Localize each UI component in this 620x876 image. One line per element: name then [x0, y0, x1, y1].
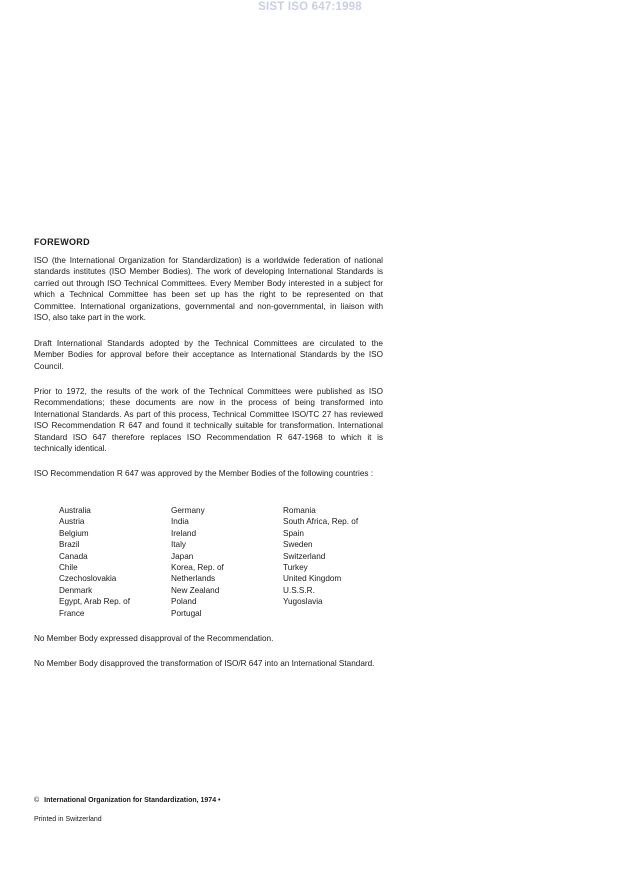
country-item: Czechoslovakia: [59, 574, 117, 584]
paragraph-approval: ISO Recommendation R 647 was approved by the Member Bodies of the following countries :: [34, 469, 374, 478]
country-item: Australia: [59, 506, 91, 515]
foreword-heading: FOREWORD: [34, 237, 90, 247]
country-item: India: [171, 517, 189, 527]
country-item: Belgium: [59, 528, 89, 538]
countries-column-1: [59, 505, 130, 619]
country-item: New Zealand: [171, 585, 220, 595]
country-item: Switzerland: [283, 551, 326, 561]
countries-column-3: [283, 505, 358, 608]
country-item: Brazil: [59, 540, 80, 550]
country-item: United Kingdom: [283, 574, 342, 584]
country-item: U.S.S.R.: [283, 585, 315, 595]
country-item: Austria: [59, 517, 85, 527]
copyright-text: International Organization for Standardization, 1974 •: [44, 797, 221, 804]
country-item: Chile: [59, 563, 78, 573]
copyright-line: [34, 797, 220, 804]
country-item: France: [59, 608, 85, 618]
country-item: Turkey: [283, 563, 308, 573]
paragraph-transformation: No Member Body disapproved the transformation of ISO/R 647 into an International Standard.: [34, 659, 375, 668]
countries-column-2: [171, 505, 224, 619]
paragraph-draft-standards: Draft International Standards adopted by the Technical Committees are circulated to the Member Bodies for approval before their acceptance as International Standards by the ISO Council.: [34, 339, 383, 371]
country-item: Sweden: [283, 540, 313, 550]
country-item: Egypt, Arab Rep. of: [59, 597, 131, 607]
printed-in-line: Printed in Switzerland: [34, 816, 102, 823]
country-item: Yugoslavia: [283, 597, 323, 607]
country-item: Romania: [283, 506, 316, 515]
watermark: SIST ISO 647:1998: [258, 1, 362, 13]
country-item: Japan: [171, 551, 194, 561]
country-item: Poland: [171, 597, 197, 607]
country-item: Korea, Rep. of: [171, 563, 224, 573]
country-item: Canada: [59, 551, 88, 561]
country-item: Denmark: [59, 585, 93, 595]
country-item: South Africa, Rep. of: [283, 517, 359, 527]
paragraph-iso-intro: ISO (the International Organization for Standardization) is a worldwide federation of national standards institutes (ISO Member Bodies). The work of developing International Standards is carried out through ISO Technical Committees. Every Member Body interested in a subject for which a Technical Committee has been set up has the right to be represented on that Committee. International organizations, governmental and non-governmental, in liaison with ISO, also take part in the work.: [34, 256, 383, 323]
country-item: Germany: [171, 506, 205, 515]
country-item: Netherlands: [171, 574, 216, 584]
country-item: Spain: [283, 528, 304, 538]
paragraph-no-disapproval: No Member Body expressed disapproval of the Recommendation.: [34, 634, 274, 643]
country-item: Italy: [171, 540, 187, 550]
country-item: Portugal: [171, 608, 202, 618]
country-item: Ireland: [171, 528, 197, 538]
paragraph-prior-1972: Prior to 1972, the results of the work of the Technical Committees were published as ISO Recommendations; these documents are now in the process of being transformed into International Standards. As part of this process, Technical Committee ISO/TC 27 has reviewed ISO Recommendation R 647 and found it technically suitable for transformation. International Standard ISO 647 therefore replaces ISO Recommendation R 647-1968 to which it is technically identical.: [34, 387, 383, 454]
copyright-symbol: ©: [34, 797, 40, 804]
